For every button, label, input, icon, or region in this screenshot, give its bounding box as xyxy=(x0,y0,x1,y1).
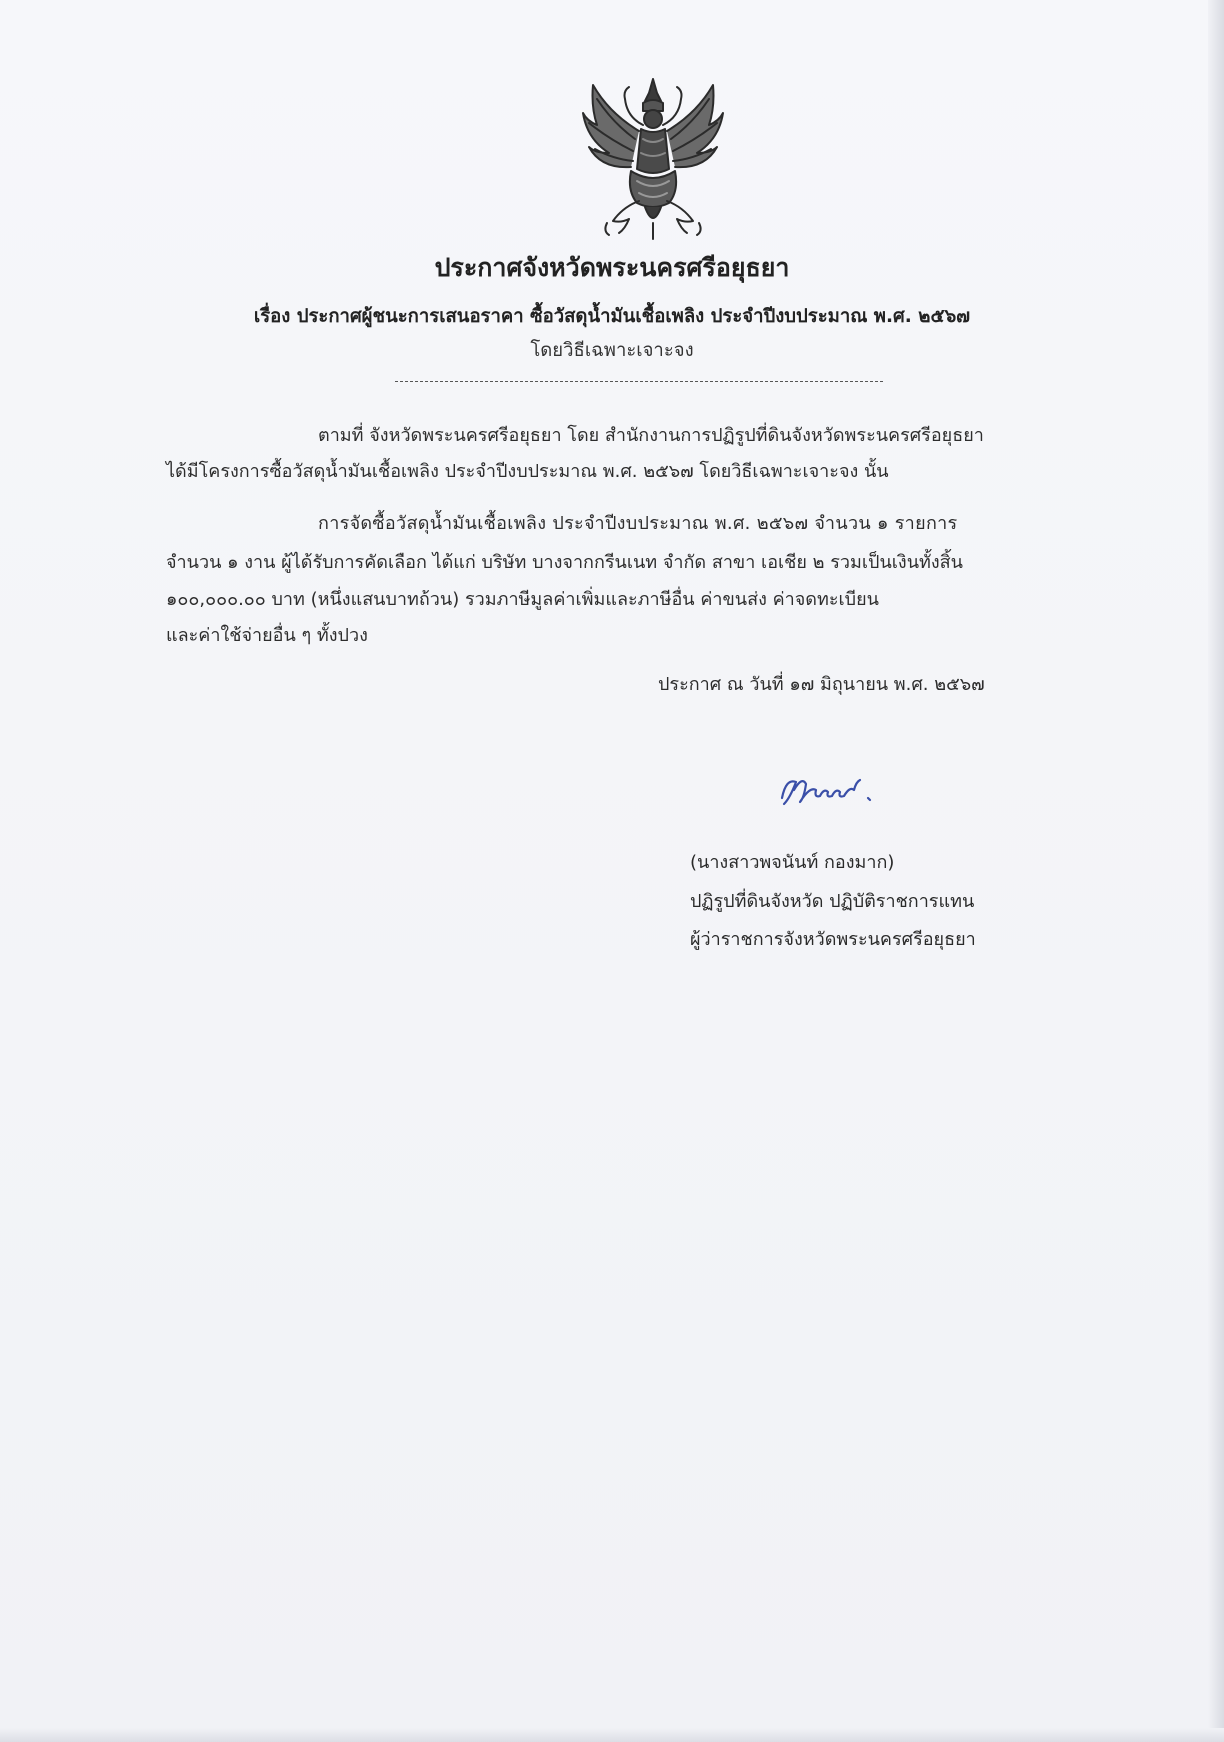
title-divider xyxy=(395,381,883,382)
paragraph2-line4: และค่าใช้จ่ายอื่น ๆ ทั้งปวง xyxy=(166,625,368,646)
paragraph1-line1: ตามที่ จังหวัดพระนครศรีอยุธยา โดย สำนักงานการปฏิรูปที่ดินจังหวัดพระนครศรีอยุธยา xyxy=(318,425,984,446)
document-subject: เรื่อง ประกาศผู้ชนะการเสนอราคา ซื้อวัสดุน้ำมันเชื้อเพลิง ประจำปีงบประมาณ พ.ศ. ๒๕๖๗ xyxy=(253,306,971,327)
handwritten-signature-icon xyxy=(776,768,886,814)
signatory-name: (นางสาวพจนันท์ กองมาก) xyxy=(690,852,895,873)
signatory-position-line1: ปฏิรูปที่ดินจังหวัด ปฏิบัติราชการแทน xyxy=(690,891,975,912)
page-edge-bottom xyxy=(0,1728,1224,1742)
paragraph2-line3: ๑๐๐,๐๐๐.๐๐ บาท (หนึ่งแสนบาทถ้วน) รวมภาษีมูลค่าเพิ่มและภาษีอื่น ค่าขนส่ง ค่าจดทะเบียน xyxy=(166,589,879,610)
document-title: ประกาศจังหวัดพระนครศรีอยุธยา xyxy=(434,253,790,282)
signatory-position-line2: ผู้ว่าราชการจังหวัดพระนครศรีอยุธยา xyxy=(690,929,976,950)
garuda-emblem-icon xyxy=(579,73,727,241)
procurement-method: โดยวิธีเฉพาะเจาะจง xyxy=(530,340,694,361)
paragraph1-line2: ได้มีโครงการซื้อวัสดุน้ำมันเชื้อเพลิง ประจำปีงบประมาณ พ.ศ. ๒๕๖๗ โดยวิธีเฉพาะเจาะจง นั้น xyxy=(166,461,889,482)
announce-date: ประกาศ ณ วันที่ ๑๗ มิถุนายน พ.ศ. ๒๕๖๗ xyxy=(658,674,985,695)
paragraph2-line1: การจัดซื้อวัสดุน้ำมันเชื้อเพลิง ประจำปีงบประมาณ พ.ศ. ๒๕๖๗ จำนวน ๑ รายการ xyxy=(318,513,958,534)
paragraph2-line2: จำนวน ๑ งาน ผู้ได้รับการคัดเลือก ได้แก่ บริษัท บางจากกรีนเนท จำกัด สาขา เอเชีย ๒ รวมเป็นเงินทั้งสิ้น xyxy=(166,552,963,573)
